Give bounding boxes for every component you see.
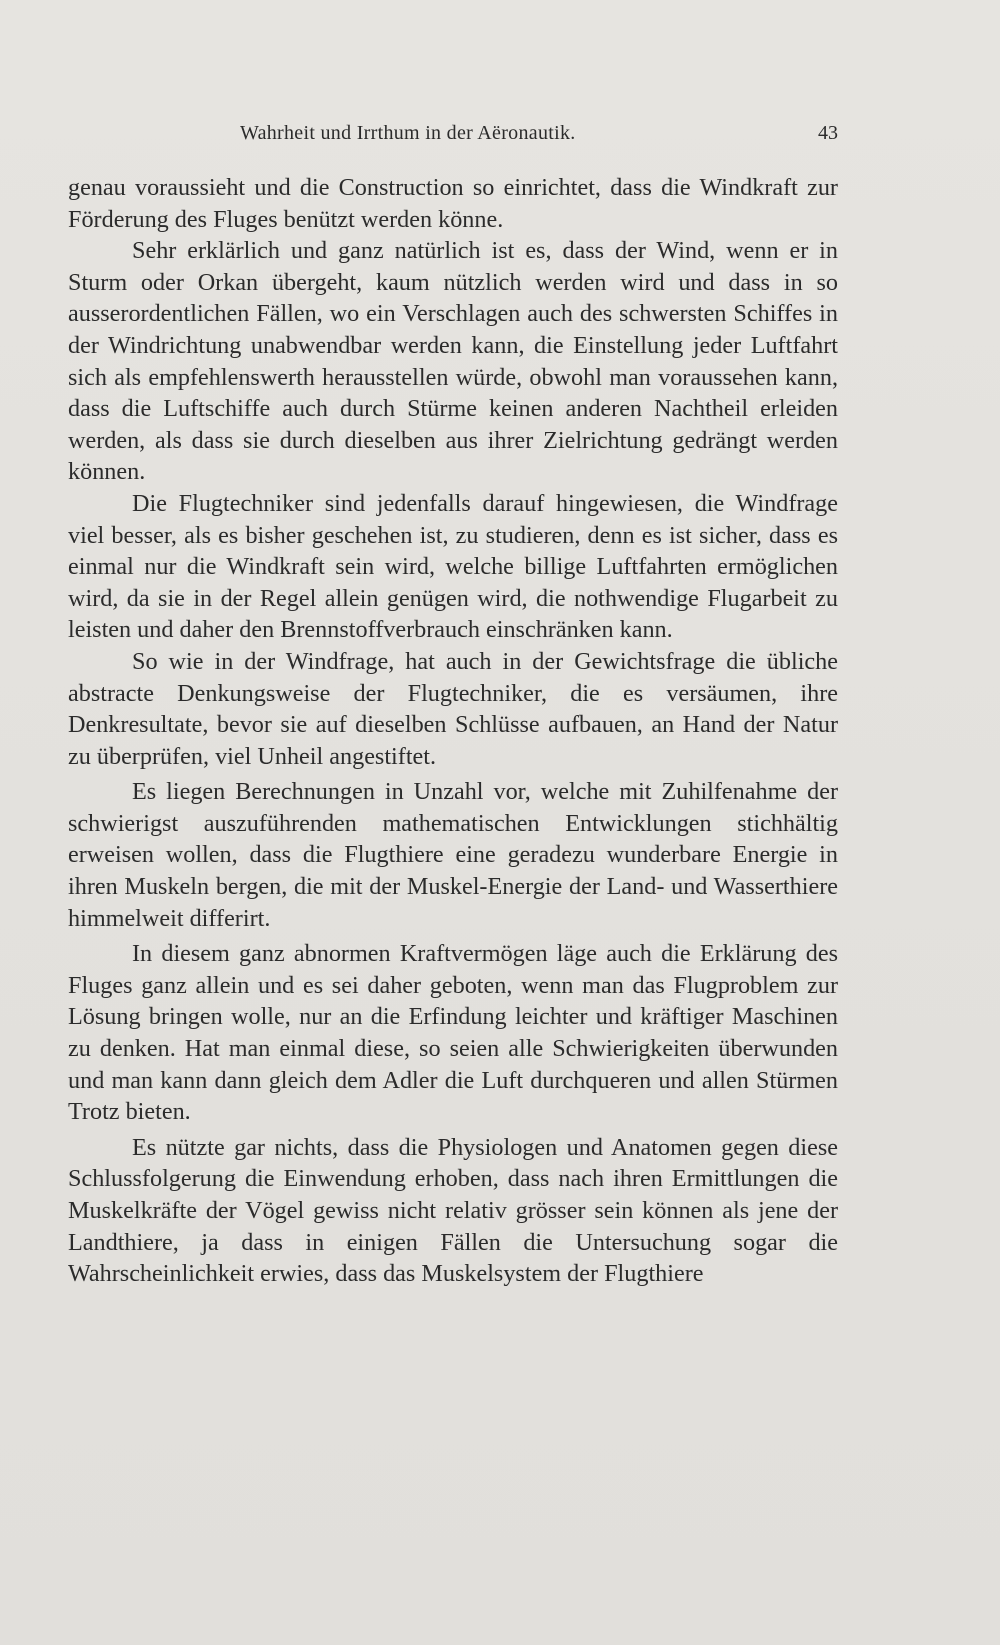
paragraph-3: Die Flugtechniker sind jedenfalls darauf hingewiesen, die Windfrage viel besser, als es bisher geschehen ist, zu studieren, denn es ist sicher, dass es einmal nur die Windkraft sein wird, welche billige Luftfahrten ermöglichen wird, da sie in der Regel allein genügen wird, die nothwendige Flugarbeit zu leisten und daher den Brennstoffverbrauch einschränken kann.: [68, 489, 838, 644]
page-number: 43: [818, 122, 838, 144]
paragraph-2: Sehr erklärlich und ganz natürlich ist es, dass der Wind, wenn er in Sturm oder Orkan übergeht, kaum nützlich werden wird und dass in so ausserordentlichen Fällen, wo ein Verschlagen auch des schwersten Schiffes in der Windrichtung unabwendbar werden kann, die Einstellung jeder Luftfahrt sich als empfehlenswerth herausstellen würde, obwohl man voraussehen kann, dass die Luftschiffe auch durch Stürme keinen anderen Nachtheil erleiden werden, als dass sie durch dieselben aus ihrer Zielrichtung gedrängt werden können.: [68, 237, 838, 486]
paragraph-6: In diesem ganz abnormen Kraftvermögen läge auch die Erklärung des Fluges ganz allein und es sei daher geboten, wenn man das Flugproblem zur Lösung bringen wolle, nur an die Erfindung leichter und kräftiger Maschinen zu denken. Hat man einmal diese, so seien alle Schwierigkeiten überwunden und man kann dann gleich dem Adler die Luft durchqueren und allen Stürmen Trotz bieten.: [68, 940, 838, 1126]
paragraph-7: Es nützte gar nichts, dass die Physiologen und Anatomen gegen diese Schlussfolgerung die Einwendung erhoben, dass nach ihren Ermittlungen die Muskelkräfte der Vögel gewiss nicht relativ grösser sein können als jene der Landthiere, ja dass in einigen Fällen die Untersuchung sogar die Wahrscheinlichkeit erwies, dass das Muskelsystem der Flugthiere: [68, 1133, 838, 1288]
paragraph-4: So wie in der Windfrage, hat auch in der Gewichtsfrage die übliche abstracte Denkungsweise der Flugtechniker, die es versäumen, ihre Denkresultate, bevor sie auf dieselben Schlüsse aufbauen, an Hand der Natur zu überprüfen, viel Unheil angestiftet.: [68, 647, 838, 770]
running-header: [68, 122, 838, 152]
paragraph-1: genau voraussieht und die Construction so einrichtet, dass die Windkraft zur Förderung des Fluges benützt werden könne.: [68, 174, 838, 233]
paragraph-5: Es liegen Berechnungen in Unzahl vor, welche mit Zuhilfenahme der schwierigst auszuführenden mathematischen Entwicklungen stichhältig erweisen wollen, dass die Flugthiere eine geradezu wunderbare Energie in ihren Muskeln bergen, die mit der Muskel-Energie der Land- und Wasserthiere himmelweit differirt.: [68, 778, 838, 932]
running-title: Wahrheit und Irrthum in der Aëronautik.: [240, 122, 576, 144]
body-text: [68, 172, 838, 1290]
